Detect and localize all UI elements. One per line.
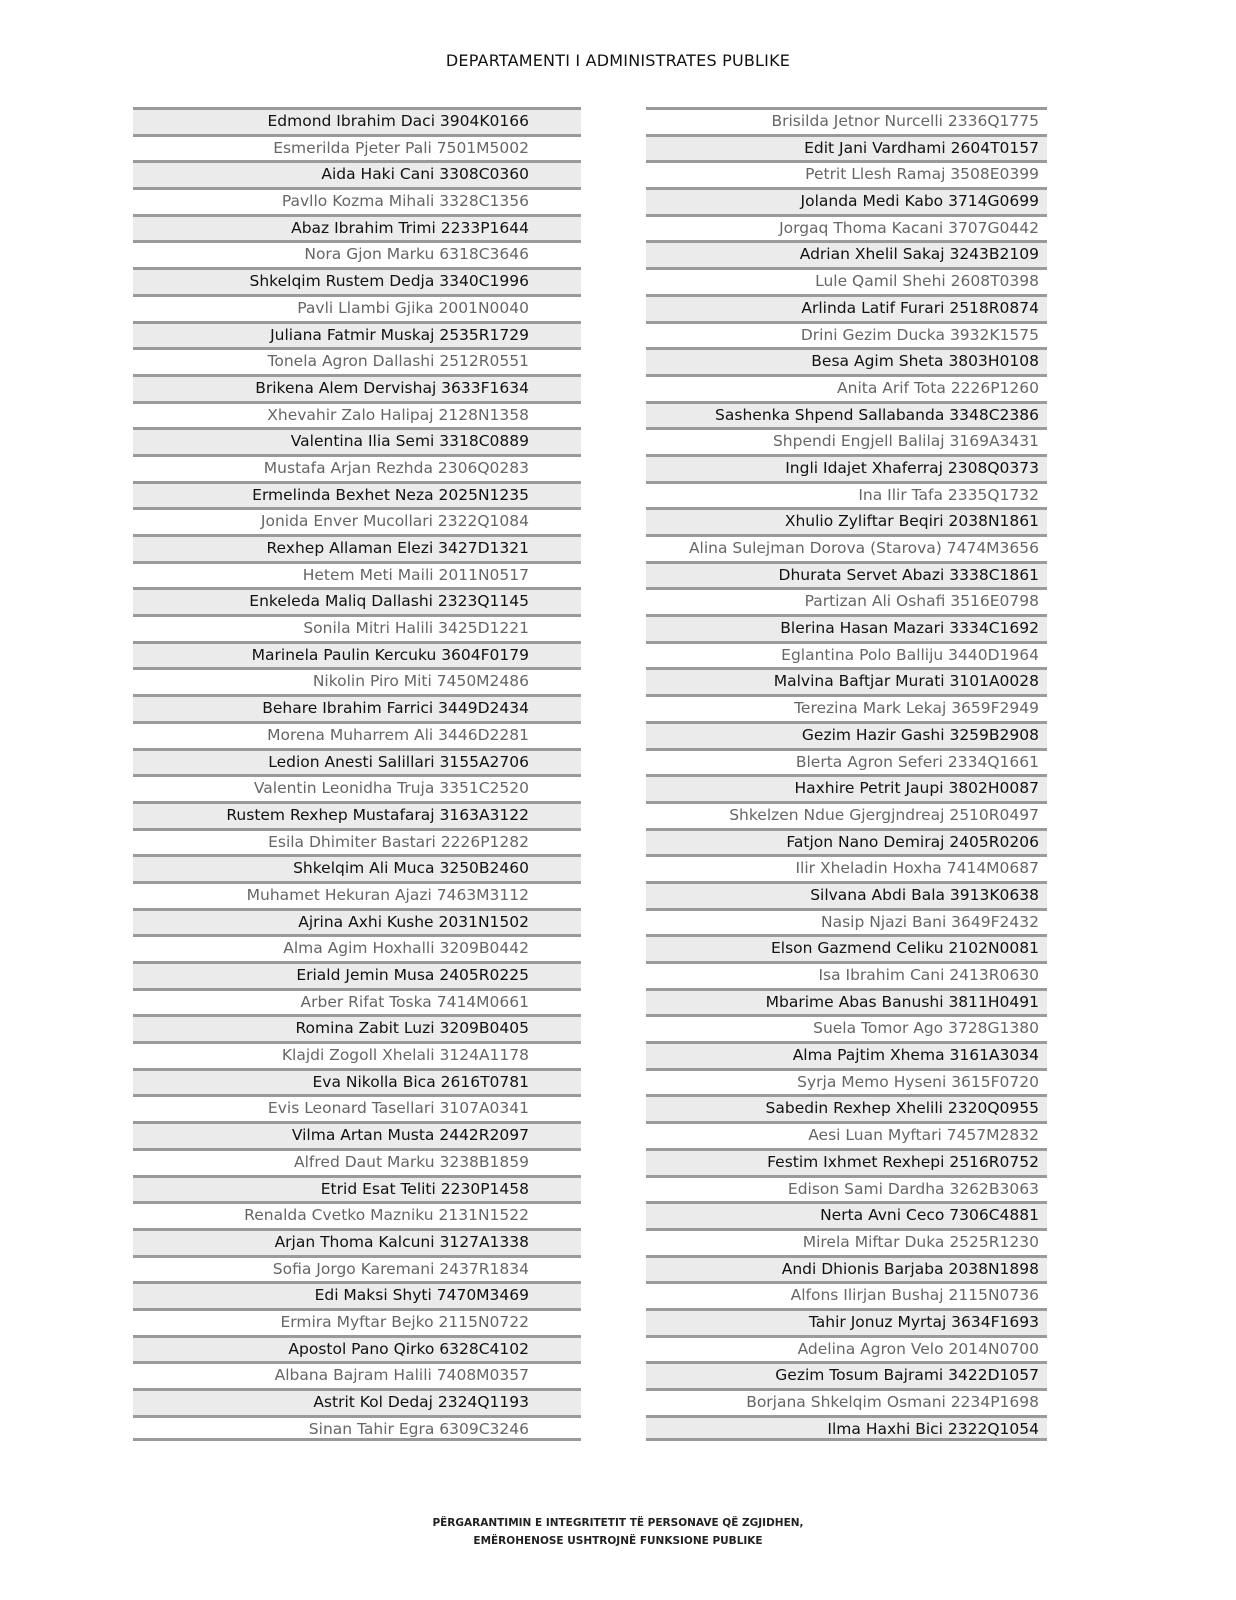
list-item: Valentin Leonidha Truja 3351C2520: [133, 774, 581, 801]
list-item: Nikolin Piro Miti 7450M2486: [133, 667, 581, 694]
list-item: Edison Sami Dardha 3262B3063: [646, 1175, 1047, 1202]
footer-line-1: PËRGARANTIMIN E INTEGRITETIT TË PERSONAVE QË ZGJIDHEN,: [432, 1517, 804, 1529]
list-item: Abaz Ibrahim Trimi 2233P1644: [133, 214, 581, 241]
list-item: Borjana Shkelqim Osmani 2234P1698: [646, 1388, 1047, 1415]
list-item: Shkelqim Rustem Dedja 3340C1996: [133, 267, 581, 294]
list-item: Alfons Ilirjan Bushaj 2115N0736: [646, 1281, 1047, 1308]
list-item: Behare Ibrahim Farrici 3449D2434: [133, 694, 581, 721]
list-item: Hetem Meti Maili 2011N0517: [133, 561, 581, 588]
list-item: Morena Muharrem Ali 3446D2281: [133, 721, 581, 748]
list-item: Enkeleda Maliq Dallashi 2323Q1145: [133, 587, 581, 614]
list-item: Evis Leonard Tasellari 3107A0341: [133, 1094, 581, 1121]
list-item: Sonila Mitri Halili 3425D1221: [133, 614, 581, 641]
list-item: Marinela Paulin Kercuku 3604F0179: [133, 641, 581, 668]
list-item: Nora Gjon Marku 6318C3646: [133, 240, 581, 267]
list-item: Eva Nikolla Bica 2616T0781: [133, 1068, 581, 1095]
list-item: Alma Agim Hoxhalli 3209B0442: [133, 934, 581, 961]
list-item: Ingli Idajet Xhaferraj 2308Q0373: [646, 454, 1047, 481]
list-item: Nasip Njazi Bani 3649F2432: [646, 908, 1047, 935]
list-item: Ilma Haxhi Bici 2322Q1054: [646, 1415, 1047, 1442]
list-item: Mustafa Arjan Rezhda 2306Q0283: [133, 454, 581, 481]
list-item: Esmerilda Pjeter Pali 7501M5002: [133, 134, 581, 161]
list-item: Gezim Hazir Gashi 3259B2908: [646, 721, 1047, 748]
list-item: Suela Tomor Ago 3728G1380: [646, 1014, 1047, 1041]
list-item: Blerina Hasan Mazari 3334C1692: [646, 614, 1047, 641]
list-item: Dhurata Servet Abazi 3338C1861: [646, 561, 1047, 588]
list-item: Partizan Ali Oshafi 3516E0798: [646, 587, 1047, 614]
list-item: Esila Dhimiter Bastari 2226P1282: [133, 828, 581, 855]
list-item: Vilma Artan Musta 2442R2097: [133, 1121, 581, 1148]
list-item: Astrit Kol Dedaj 2324Q1193: [133, 1388, 581, 1415]
list-item: Ermira Myftar Bejko 2115N0722: [133, 1308, 581, 1335]
list-item: Romina Zabit Luzi 3209B0405: [133, 1014, 581, 1041]
list-item: Adrian Xhelil Sakaj 3243B2109: [646, 240, 1047, 267]
list-item: Brikena Alem Dervishaj 3633F1634: [133, 374, 581, 401]
list-item: Aesi Luan Myftari 7457M2832: [646, 1121, 1047, 1148]
list-item: Muhamet Hekuran Ajazi 7463M3112: [133, 881, 581, 908]
page-title: DEPARTAMENTI I ADMINISTRATES PUBLIKE: [445, 51, 791, 70]
list-item: Sofia Jorgo Karemani 2437R1834: [133, 1255, 581, 1282]
list-item: Shpendi Engjell Balilaj 3169A3431: [646, 427, 1047, 454]
list-item: Malvina Baftjar Murati 3101A0028: [646, 667, 1047, 694]
list-item: Edit Jani Vardhami 2604T0157: [646, 134, 1047, 161]
list-item: Edmond Ibrahim Daci 3904K0166: [133, 107, 581, 134]
list-item: Shkelzen Ndue Gjergjndreaj 2510R0497: [646, 801, 1047, 828]
left-name-list: [133, 107, 581, 1441]
list-item: Brisilda Jetnor Nurcelli 2336Q1775: [646, 107, 1047, 134]
list-item: Jolanda Medi Kabo 3714G0699: [646, 187, 1047, 214]
list-item: Pavli Llambi Gjika 2001N0040: [133, 294, 581, 321]
list-item: Jonida Enver Mucollari 2322Q1084: [133, 507, 581, 534]
list-item: Alma Pajtim Xhema 3161A3034: [646, 1041, 1047, 1068]
list-item: Ajrina Axhi Kushe 2031N1502: [133, 908, 581, 935]
list-item: Etrid Esat Teliti 2230P1458: [133, 1175, 581, 1202]
footer-line-2: EMËROHENOSE USHTROJNË FUNKSIONE PUBLIKE: [473, 1535, 763, 1547]
list-item: Mirela Miftar Duka 2525R1230: [646, 1228, 1047, 1255]
list-item: Klajdi Zogoll Xhelali 3124A1178: [133, 1041, 581, 1068]
list-item: Silvana Abdi Bala 3913K0638: [646, 881, 1047, 908]
list-item: Rexhep Allaman Elezi 3427D1321: [133, 534, 581, 561]
list-item: Valentina Ilia Semi 3318C0889: [133, 427, 581, 454]
list-item: Ermelinda Bexhet Neza 2025N1235: [133, 481, 581, 508]
list-item: Pavllo Kozma Mihali 3328C1356: [133, 187, 581, 214]
list-item: Blerta Agron Seferi 2334Q1661: [646, 748, 1047, 775]
list-item: Ilir Xheladin Hoxha 7414M0687: [646, 854, 1047, 881]
list-item: Gezim Tosum Bajrami 3422D1057: [646, 1361, 1047, 1388]
list-item: Syrja Memo Hyseni 3615F0720: [646, 1068, 1047, 1095]
list-item: Fatjon Nano Demiraj 2405R0206: [646, 828, 1047, 855]
list-item: Shkelqim Ali Muca 3250B2460: [133, 854, 581, 881]
list-item: Drini Gezim Ducka 3932K1575: [646, 321, 1047, 348]
list-item: Eriald Jemin Musa 2405R0225: [133, 961, 581, 988]
list-item: Rustem Rexhep Mustafaraj 3163A3122: [133, 801, 581, 828]
right-name-list: [646, 107, 1047, 1441]
list-item: Terezina Mark Lekaj 3659F2949: [646, 694, 1047, 721]
list-item: Ledion Anesti Salillari 3155A2706: [133, 748, 581, 775]
list-item: Edi Maksi Shyti 7470M3469: [133, 1281, 581, 1308]
list-item: Adelina Agron Velo 2014N0700: [646, 1335, 1047, 1362]
list-item: Haxhire Petrit Jaupi 3802H0087: [646, 774, 1047, 801]
list-item: Festim Ixhmet Rexhepi 2516R0752: [646, 1148, 1047, 1175]
list-item: Isa Ibrahim Cani 2413R0630: [646, 961, 1047, 988]
list-item: Sabedin Rexhep Xhelili 2320Q0955: [646, 1094, 1047, 1121]
list-item: Petrit Llesh Ramaj 3508E0399: [646, 160, 1047, 187]
list-item: Sinan Tahir Egra 6309C3246: [133, 1415, 581, 1442]
list-item: Elson Gazmend Celiku 2102N0081: [646, 934, 1047, 961]
list-item: Albana Bajram Halili 7408M0357: [133, 1361, 581, 1388]
list-item: Tahir Jonuz Myrtaj 3634F1693: [646, 1308, 1047, 1335]
list-item: Andi Dhionis Barjaba 2038N1898: [646, 1255, 1047, 1282]
list-item: Apostol Pano Qirko 6328C4102: [133, 1335, 581, 1362]
list-item: Xhulio Zyliftar Beqiri 2038N1861: [646, 507, 1047, 534]
list-item: Eglantina Polo Balliju 3440D1964: [646, 641, 1047, 668]
list-item: Mbarime Abas Banushi 3811H0491: [646, 988, 1047, 1015]
list-item: Arber Rifat Toska 7414M0661: [133, 988, 581, 1015]
list-item: Sashenka Shpend Sallabanda 3348C2386: [646, 401, 1047, 428]
list-item: Renalda Cvetko Mazniku 2131N1522: [133, 1201, 581, 1228]
footer: [0, 1514, 1236, 1550]
list-item: Anita Arif Tota 2226P1260: [646, 374, 1047, 401]
list-item: Jorgaq Thoma Kacani 3707G0442: [646, 214, 1047, 241]
list-item: Lule Qamil Shehi 2608T0398: [646, 267, 1047, 294]
list-item: Xhevahir Zalo Halipaj 2128N1358: [133, 401, 581, 428]
list-item: Alfred Daut Marku 3238B1859: [133, 1148, 581, 1175]
list-item: Alina Sulejman Dorova (Starova) 7474M3656: [646, 534, 1047, 561]
list-item: Arjan Thoma Kalcuni 3127A1338: [133, 1228, 581, 1255]
list-item: Juliana Fatmir Muskaj 2535R1729: [133, 321, 581, 348]
list-item: Aida Haki Cani 3308C0360: [133, 160, 581, 187]
list-item: Arlinda Latif Furari 2518R0874: [646, 294, 1047, 321]
list-item: Nerta Avni Ceco 7306C4881: [646, 1201, 1047, 1228]
list-item: Besa Agim Sheta 3803H0108: [646, 347, 1047, 374]
list-item: Ina Ilir Tafa 2335Q1732: [646, 481, 1047, 508]
list-item: Tonela Agron Dallashi 2512R0551: [133, 347, 581, 374]
